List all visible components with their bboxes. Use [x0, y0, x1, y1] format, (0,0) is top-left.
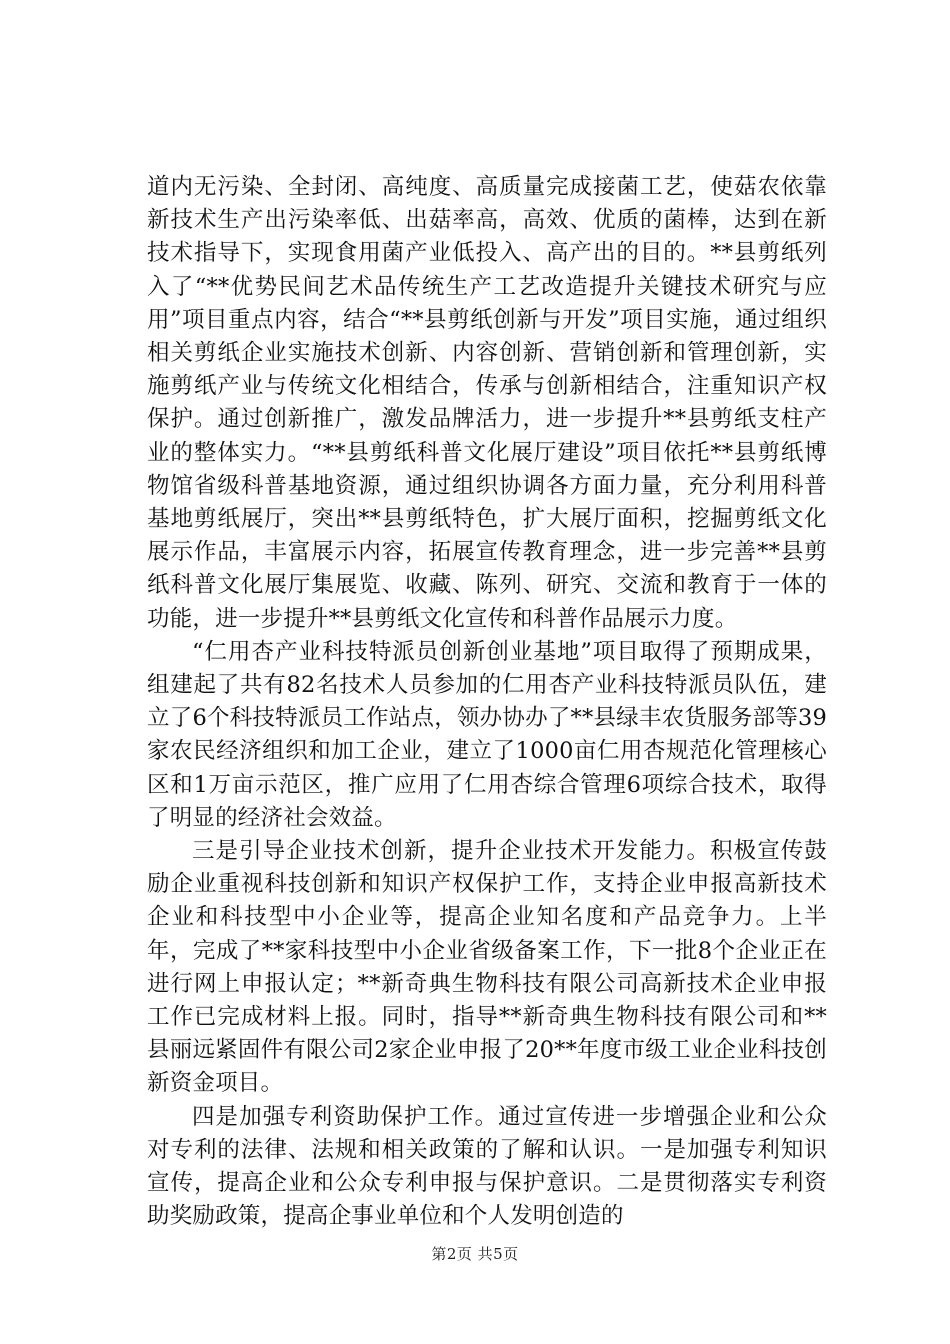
paragraph-4: 四是加强专利资助保护工作。通过宣传进一步增强企业和公众对专利的法律、法规和相关政策的了解和认识。一是加强专利知识宣传，提高企业和公众专利申报与保护意识。二是贯彻落实专利资助奖励政策，提高企事业单位和个人发明创造的 [147, 1103, 827, 1230]
paragraph-3: 三是引导企业技术创新，提升企业技术开发能力。积极宣传鼓励企业重视科技创新和知识产权保护工作，支持企业申报高新技术企业和科技型中小企业等，提高企业知名度和产品竞争力。上半年，完成了**家科技型中小企业省级备案工作，下一批8个企业正在进行网上申报认定；**新奇典生物科技有限公司高新技术企业申报工作已完成材料上报。同时，指导**新奇典生物科技有限公司和**县丽远紧固件有限公司2家企业申报了20**年度市级工业企业科技创新资金项目。 [147, 838, 827, 1097]
paragraph-1: 道内无污染、全封闭、高纯度、高质量完成接菌工艺，使菇农依靠新技术生产出污染率低、出菇率高，高效、优质的菌棒，达到在新技术指导下，实现食用菌产业低投入、高产出的目的。**县剪纸列入了“**优势民间艺术品传统生产工艺改造提升关键技术研究与应用”项目重点内容，结合“**县剪纸创新与开发”项目实施，通过组织相关剪纸企业实施技术创新、内容创新、营销创新和管理创新，实施剪纸产业与传统文化相结合，传承与创新相结合，注重知识产权保护。通过创新推广，激发品牌活力，进一步提升**县剪纸支柱产业的整体实力。“**县剪纸科普文化展厅建设”项目依托**县剪纸博物馆省级科普基地资源，通过组织协调各方面力量，充分利用科普基地剪纸展厅，突出**县剪纸特色，扩大展厅面积，挖掘剪纸文化展示作品，丰富展示内容，拓展宣传教育理念，进一步完善**县剪纸科普文化展厅集展览、收藏、陈列、研究、交流和教育于一体的功能，进一步提升**县剪纸文化宣传和科普作品展示力度。 [147, 174, 827, 632]
page-footer: 第2页 共5页 [431, 1245, 519, 1263]
document-body [147, 171, 827, 1234]
paragraph-2: “仁用杏产业科技特派员创新创业基地”项目取得了预期成果，组建起了共有82名技术人员参加的仁用杏产业科技特派员队伍，建立了6个科技特派员工作站点，领办协办了**县绿丰农货服务部等39家农民经济组织和加工企业，建立了1000亩仁用杏规范化管理核心区和1万亩示范区，推广应用了仁用杏综合管理6项综合技术，取得了明显的经济社会效益。 [147, 638, 827, 831]
